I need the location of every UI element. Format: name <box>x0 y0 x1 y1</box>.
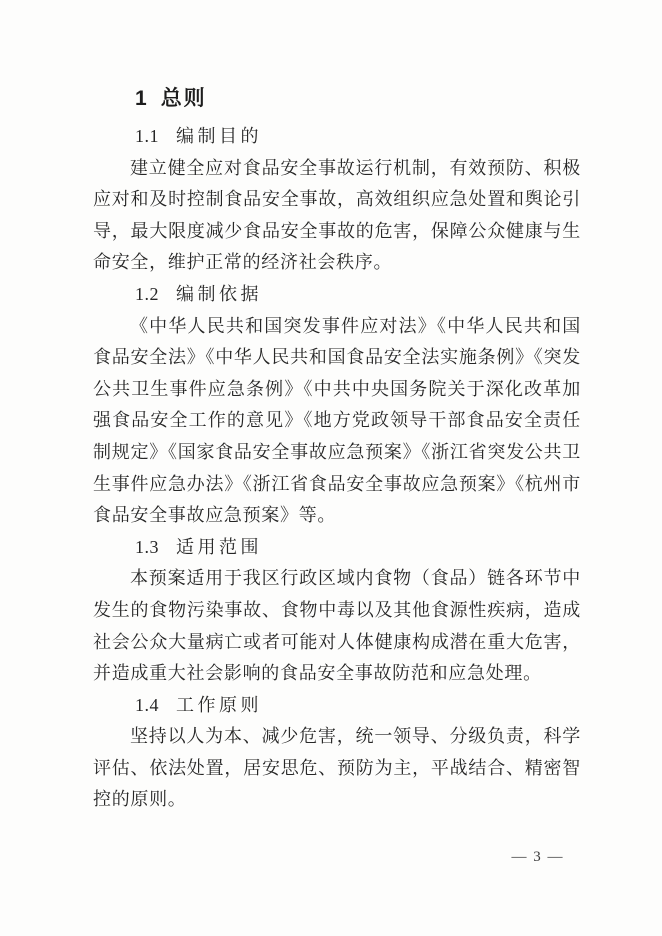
document-content <box>93 84 581 816</box>
section-number: 1.4 <box>135 694 159 715</box>
section-paragraph: 建立健全应对食品安全事故运行机制，有效预防、积极应对和及时控制食品安全事故，高效组织应急处置和舆论引导，最大限度减少食品安全事故的危害，保障公众健康与生命安全，维护正常的经济社会秩序。 <box>93 157 581 273</box>
section-paragraph: 本预案适用于我区行政区域内食物（食品）链各环节中发生的食物污染事故、食物中毒以及其他食源性疾病，造成社会公众大量病亡或者可能对人体健康构成潜在重大危害，并造成重大社会影响的食品安全事故防范和应急处理。 <box>93 568 581 684</box>
section-title: 编制目的 <box>176 126 262 146</box>
section-number: 1.3 <box>135 536 159 557</box>
page-footer <box>0 849 662 866</box>
chapter-heading <box>135 84 581 114</box>
chapter-title: 总则 <box>160 87 207 110</box>
section-heading <box>135 532 581 564</box>
page-number-label: — 3 — <box>511 849 564 865</box>
section-1-2 <box>93 279 581 532</box>
section-heading <box>135 690 581 722</box>
section-number: 1.1 <box>135 126 159 146</box>
section-heading <box>135 121 581 153</box>
section-title: 编制依据 <box>176 283 262 304</box>
chapter-number: 1 <box>135 87 147 110</box>
section-paragraph: 《中华人民共和国突发事件应对法》《中华人民共和国食品安全法》《中华人民共和国食品安全法实施条例》《突发公共卫生事件应急条例》《中共中央国务院关于深化改革加强食品安全工作的意见》《地方党政领导干部食品安全责任制规定》《国家食品安全事故应急预案》《浙江省突发公共卫生事件应急办法》《浙江省食品安全事故应急预案》《杭州市食品安全事故应急预案》等。 <box>93 315 581 526</box>
section-heading <box>135 279 581 311</box>
section-title: 工作原则 <box>176 694 262 715</box>
section-1-3 <box>93 532 581 690</box>
section-title: 适用范围 <box>176 536 262 557</box>
section-number: 1.2 <box>135 283 159 304</box>
section-paragraph: 坚持以人为本、减少危害，统一领导、分级负责，科学评估、依法处置，居安思危、预防为主，平战结合、精密智控的原则。 <box>93 726 581 810</box>
section-1-1 <box>93 121 581 279</box>
section-1-4 <box>93 690 581 816</box>
